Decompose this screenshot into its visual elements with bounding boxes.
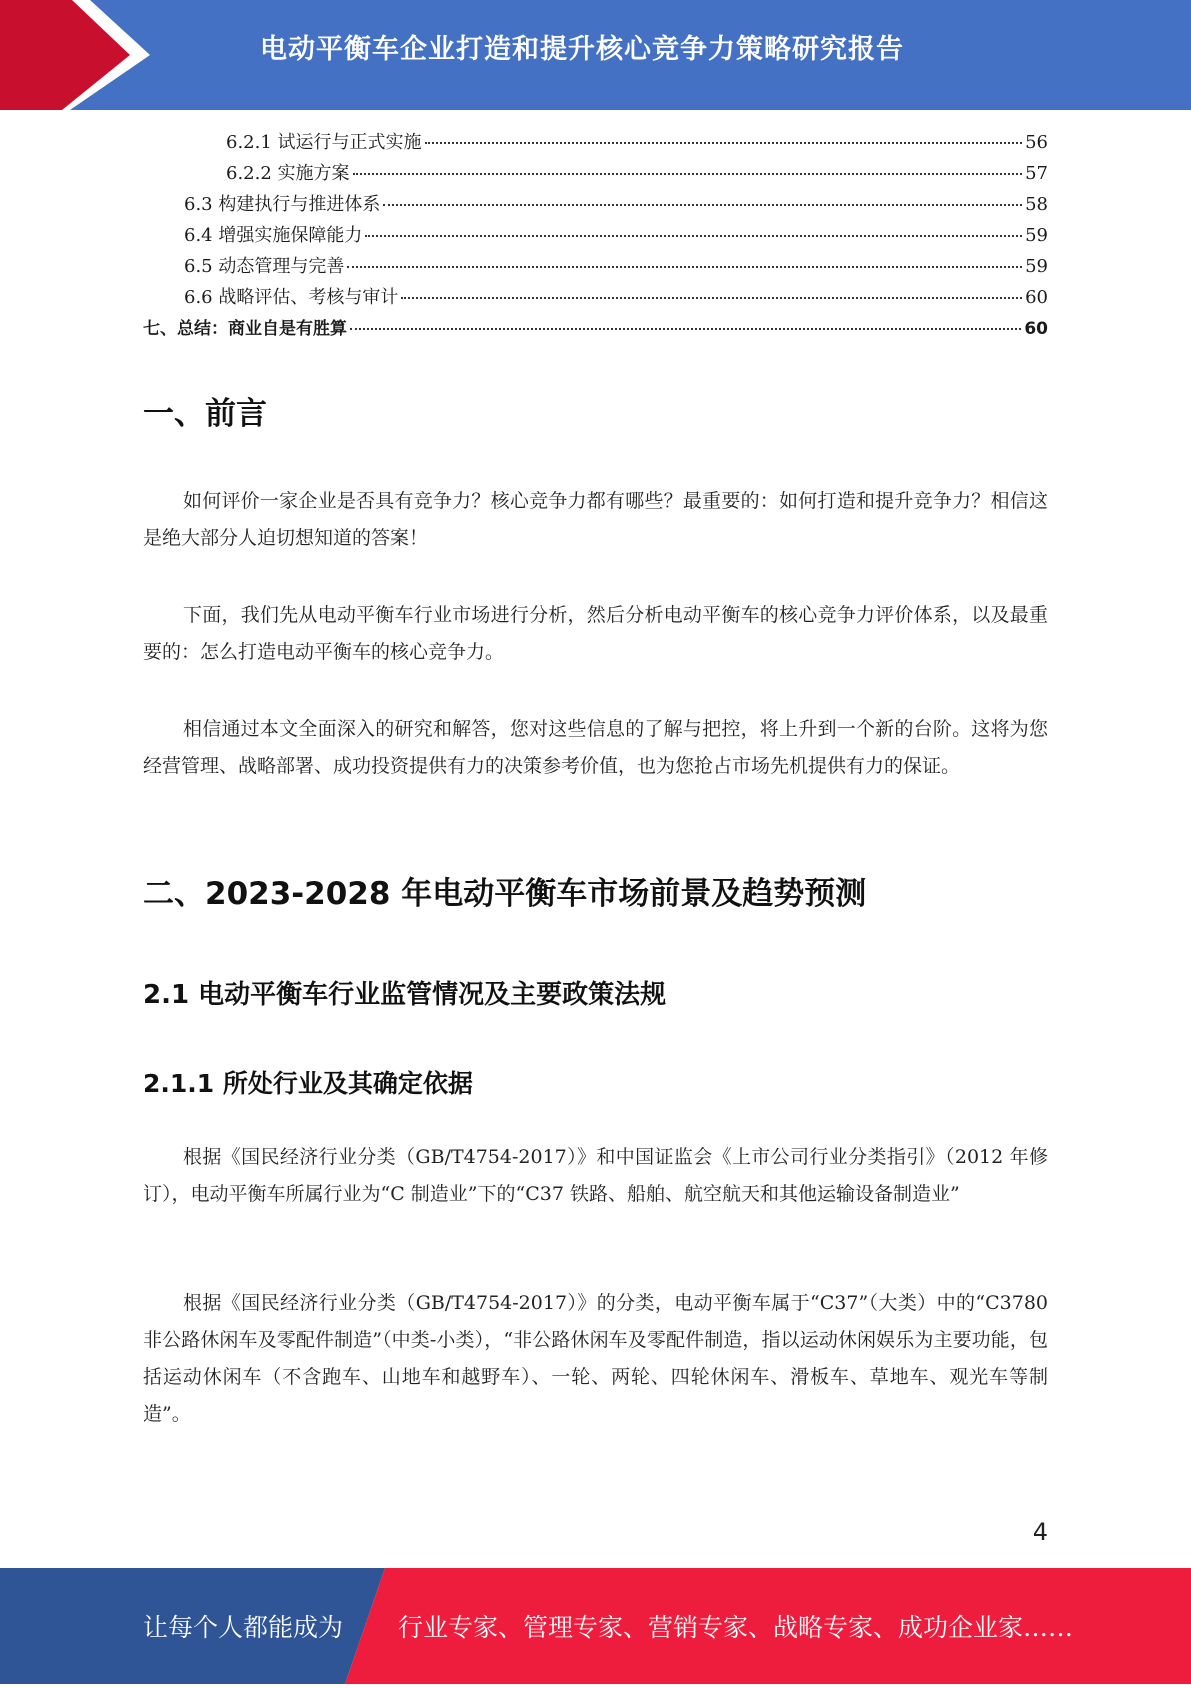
toc-entry-page: 59 <box>1025 256 1048 277</box>
toc-entry-label: 6.6 战略评估、考核与审计 <box>184 287 399 308</box>
report-title: 电动平衡车企业打造和提升核心竞争力策略研究报告 <box>260 34 904 65</box>
toc-entry-page: 59 <box>1025 225 1048 246</box>
body-paragraph: 如何评价一家企业是否具有竞争力？核心竞争力都有哪些？最重要的：如何打造和提升竞争力？相信这是绝大部分人迫切想知道的答案！ <box>143 490 1048 549</box>
toc-leader-dots <box>425 142 1023 144</box>
footer-slogan-right: 行业专家、管理专家、营销专家、战略专家、成功企业家…… <box>398 1613 1074 1642</box>
toc-entry-page: 58 <box>1025 194 1048 215</box>
page-number: 4 <box>1032 1518 1048 1546</box>
toc-leader-dots <box>350 328 1021 330</box>
body-paragraph: 下面，我们先从电动平衡车行业市场进行分析，然后分析电动平衡车的核心竞争力评价体系，以及最重要的：怎么打造电动平衡车的核心竞争力。 <box>143 604 1048 663</box>
toc-entry-label: 七、总结：商业自是有胜算 <box>143 319 347 339</box>
toc-entry-page: 56 <box>1025 132 1048 153</box>
body-paragraph: 根据《国民经济行业分类（GB/T4754-2017）》和中国证监会《上市公司行业分类指引》（2012 年修订），电动平衡车所属行业为“C 制造业”下的“C37 铁路、船舶、航空航天和其他运输设备制造业” <box>143 1146 1048 1205</box>
toc-leader-dots <box>401 297 1022 299</box>
section-heading-preface: 一、前言 <box>143 396 267 432</box>
toc-entry-label: 6.2.1 试运行与正式实施 <box>226 132 422 153</box>
toc-entry[interactable] <box>184 283 1048 314</box>
toc-entry[interactable] <box>226 159 1048 190</box>
subsection-heading: 2.1 电动平衡车行业监管情况及主要政策法规 <box>143 980 667 1010</box>
toc-leader-dots <box>383 204 1022 206</box>
toc-entry-page: 60 <box>1024 319 1048 339</box>
toc-entry[interactable] <box>184 190 1048 221</box>
page-footer <box>0 1568 1191 1684</box>
toc-entry-page: 57 <box>1025 163 1048 184</box>
toc-entry-label: 6.2.2 实施方案 <box>226 163 350 184</box>
body-paragraph: 相信通过本文全面深入的研究和解答，您对这些信息的了解与把控，将上升到一个新的台阶。这将为您经营管理、战略部署、成功投资提供有力的决策参考价值，也为您抢占市场先机提供有力的保证。 <box>143 718 1048 777</box>
toc-leader-dots <box>353 173 1023 175</box>
chapter-heading: 二、2023-2028 年电动平衡车市场前景及趋势预测 <box>143 876 867 912</box>
toc-entry-page: 60 <box>1025 287 1048 308</box>
toc-entry-label: 6.3 构建执行与推进体系 <box>184 194 381 215</box>
toc-entry[interactable] <box>184 252 1048 283</box>
toc-leader-dots <box>347 266 1022 268</box>
page-header <box>0 0 1191 110</box>
toc-entry-label: 6.4 增强实施保障能力 <box>184 225 363 246</box>
toc-entry-chapter[interactable] <box>143 314 1048 345</box>
toc-entry[interactable] <box>184 221 1048 252</box>
subsubsection-heading: 2.1.1 所处行业及其确定依据 <box>143 1069 473 1098</box>
toc-leader-dots <box>365 235 1022 237</box>
body-paragraph: 根据《国民经济行业分类（GB/T4754-2017）》的分类，电动平衡车属于“C37”（大类）中的“C3780 非公路休闲车及零配件制造”（中类-小类），“非公路休闲车及零配件制造，指以运动休闲娱乐为主要功能，包括运动休闲车（不含跑车、山地车和越野车）、一轮、两轮、四轮休闲车、滑板车、草地车、观光车等制造”。 <box>143 1292 1048 1425</box>
footer-slogan-left: 让每个人都能成为 <box>143 1613 344 1642</box>
toc-entry[interactable] <box>226 128 1048 159</box>
toc-entry-label: 6.5 动态管理与完善 <box>184 256 345 277</box>
